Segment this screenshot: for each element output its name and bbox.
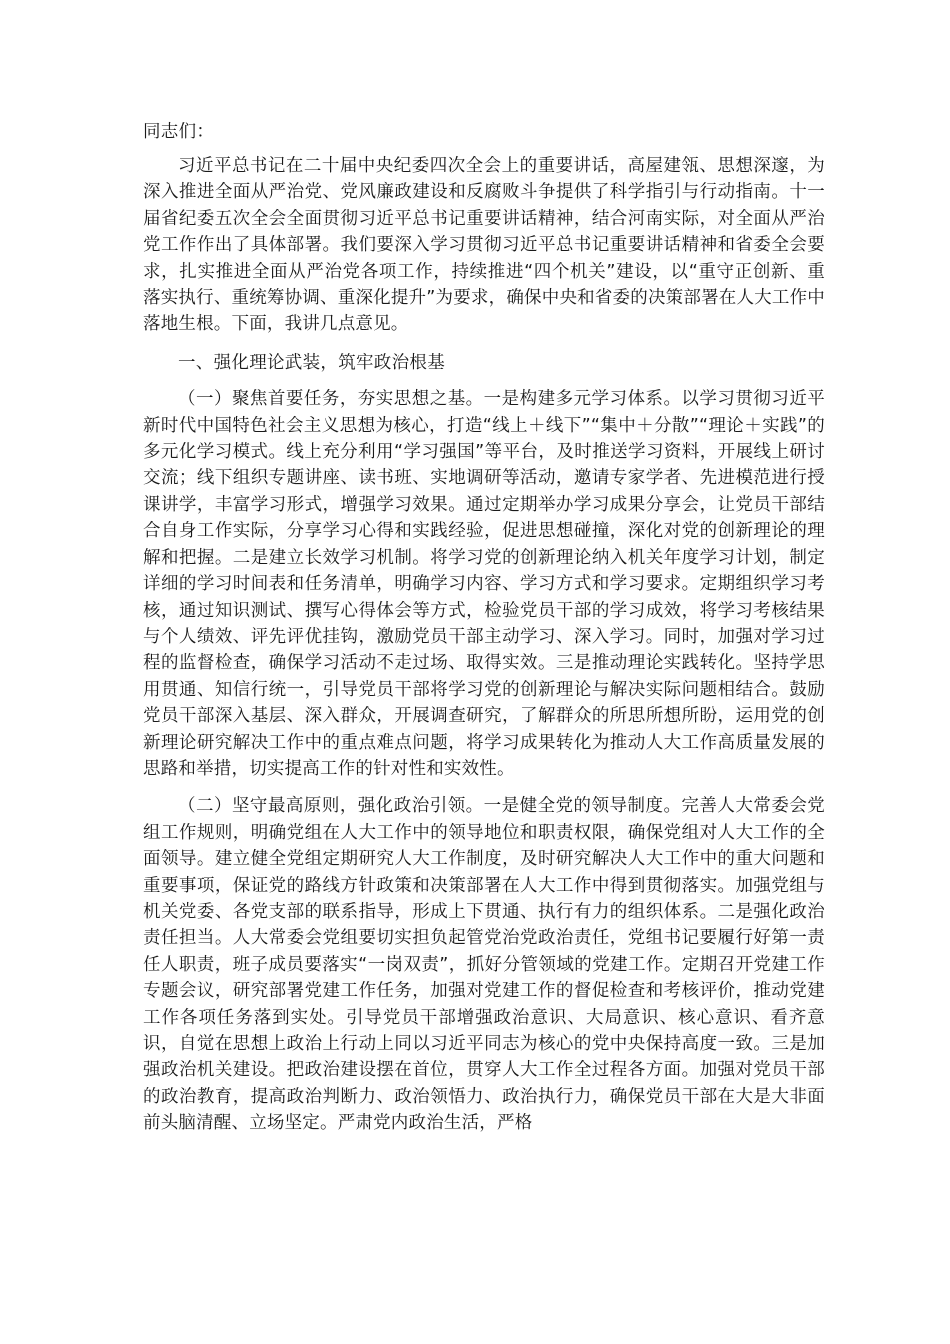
document-page bbox=[143, 118, 825, 1137]
section-paragraph-2: （二）坚守最高原则，强化政治引领。一是健全党的领导制度。完善人大常委会党组工作规则，明确党组在人大工作中的领导地位和职责权限，确保党组对人大工作的全面领导。建立健全党组定期研究人大工作制度，及时研究解决人大工作中的重大问题和重要事项，保证党的路线方针政策和决策部署在人大工作中得到贯彻落实。加强党组与机关党委、各党支部的联系指导，形成上下贯通、执行有力的组织体系。二是强化政治责任担当。人大常委会党组要切实担负起管党治党政治责任，党组书记要履行好第一责任人职责，班子成员要落实“一岗双责”，抓好分管领域的党建工作。定期召开党建工作专题会议，研究部署党建工作任务，加强对党建工作的督促检查和考核评价，推动党建工作各项任务落到实处。引导党员干部增强政治意识、大局意识、核心意识、看齐意识，自觉在思想上政治上行动上同以习近平同志为核心的党中央保持高度一致。三是加强政治机关建设。把政治建设摆在首位，贯穿人大工作全过程各方面。加强对党员干部的政治教育，提高政治判断力、政治领悟力、政治执行力，确保党员干部在大是大非面前头脑清醒、立场坚定。严肃党内政治生活，严格 bbox=[143, 796, 825, 1134]
section-paragraph-1: （一）聚焦首要任务，夯实思想之基。一是构建多元学习体系。以学习贯彻习近平新时代中国特色社会主义思想为核心，打造“线上＋线下”“集中＋分散”“理论＋实践”的多元化学习模式。线上充分利用“学习强国”等平台，及时推送学习资料，开展线上研讨交流；线下组织专题讲座、读书班、实地调研等活动，邀请专家学者、先进模范进行授课讲学，丰富学习形式，增强学习效果。通过定期举办学习成果分享会，让党员干部结合自身工作实际，分享学习心得和实践经验，促进思想碰撞，深化对党的创新理论的理解和把握。二是建立长效学习机制。将学习党的创新理论纳入机关年度学习计划，制定详细的学习时间表和任务清单，明确学习内容、学习方式和学习要求。定期组织学习考核，通过知识测试、撰写心得体会等方式，检验党员干部的学习成效，将学习考核结果与个人绩效、评先评优挂钩，激励党员干部主动学习、深入学习。同时，加强对学习过程的监督检查，确保学习活动不走过场、取得实效。三是推动理论实践转化。坚持学思用贯通、知信行统一，引导党员干部将学习党的创新理论与解决实际问题相结合。鼓励党员干部深入基层、深入群众，开展调查研究，了解群众的所思所想所盼，运用党的创新理论研究解决工作中的重点难点问题，将学习成果转化为推动人大工作高质量发展的思路和举措，切实提高工作的针对性和实效性。 bbox=[143, 389, 825, 779]
salutation: 同志们： bbox=[143, 122, 215, 142]
section-heading: 一、强化理论武装，筑牢政治根基 bbox=[178, 352, 445, 373]
intro-paragraph: 习近平总书记在二十届中央纪委四次全会上的重要讲话，高屋建瓴、思想深邃，为深入推进全面从严治党、党风廉政建设和反腐败斗争提供了科学指引与行动指南。十一届省纪委五次全会全面贯彻习近平总书记重要讲话精神，结合河南实际，对全面从严治党工作作出了具体部署。我们要深入学习贯彻习近平总书记重要讲话精神和省委全会要求，扎实推进全面从严治党各项工作，持续推进“四个机关”建设，以“重守正创新、重落实执行、重统筹协调、重深化提升”为要求，确保中央和省委的决策部署在人大工作中落地生根。下面，我讲几点意见。 bbox=[143, 156, 825, 335]
